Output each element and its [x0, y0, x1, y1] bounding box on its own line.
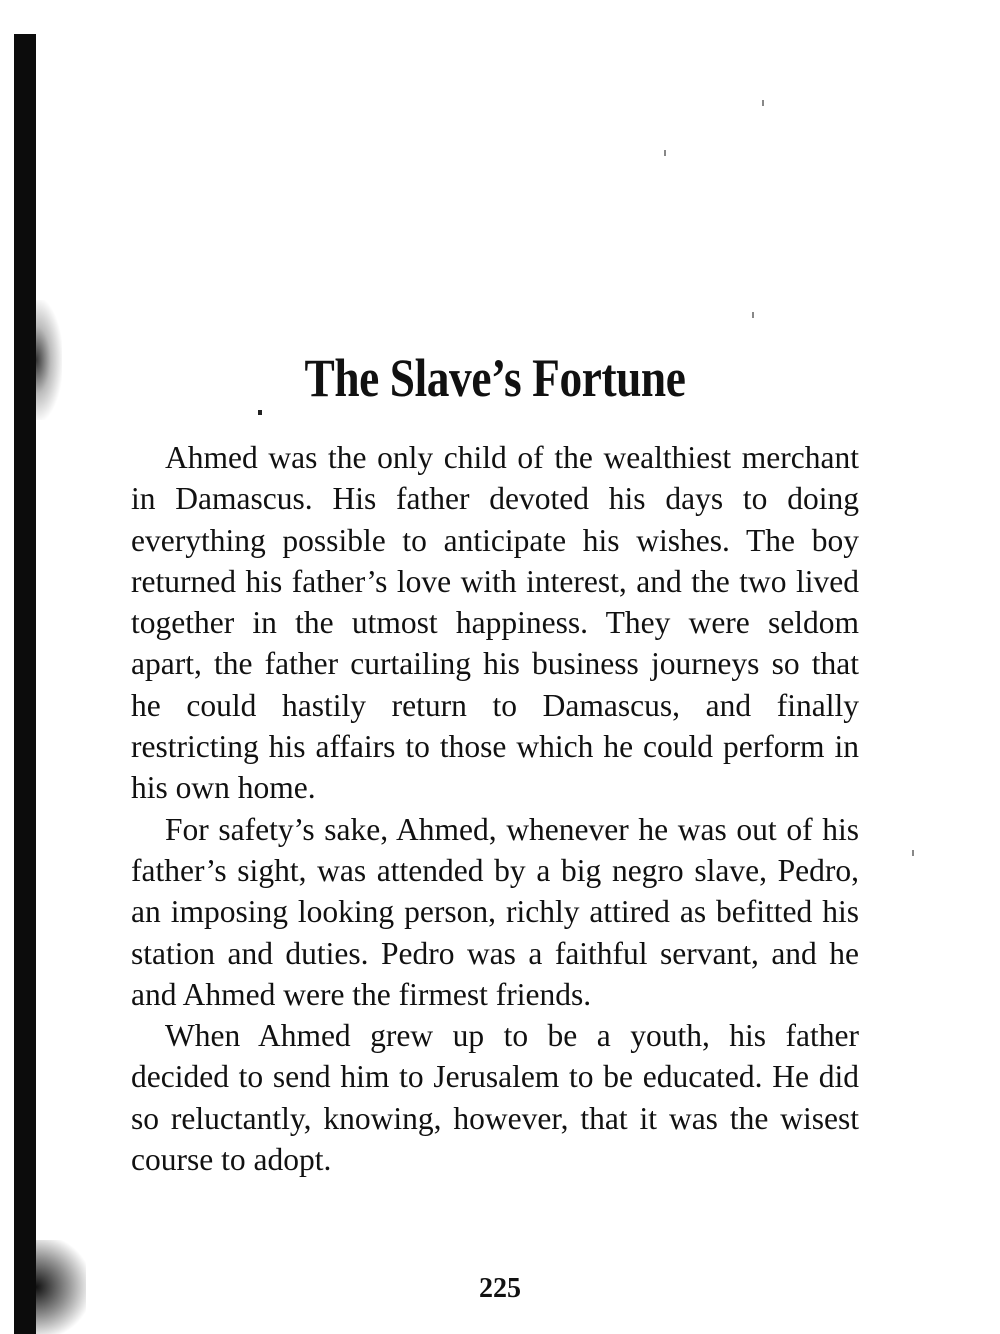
paragraph: When Ahmed grew up to be a youth, his father decided to send him to Jerusalem to be educated. He did so reluctantly, knowing, however, that it was the wisest course to adopt.: [131, 1018, 859, 1178]
scan-speck: [912, 850, 914, 856]
binding-shadow-bottom: [36, 1240, 86, 1334]
body-text: [131, 437, 859, 1180]
chapter-title: The Slave’s Fortune: [304, 348, 686, 408]
scan-speck: [664, 150, 666, 156]
paragraph: Ahmed was the only child of the wealthiest merchant in Damascus. His father devoted his days to doing everything possible to anticipate his wishes. The boy returned his father’s love with interest, and the two lived together in the utmost happiness. They were seldom apart, the father curtailing his business journeys so that he could hastily return to Damascus, and finally restricting his affairs to those which he could perform in his own home.: [131, 440, 859, 806]
binding-edge: [14, 34, 36, 1334]
paragraph: For safety’s sake, Ahmed, whenever he was out of his father’s sight, was attended by a big negro slave, Pedro, an imposing looking person, richly attired as befitted his station and duties. Pedro was a faithful servant, and he and Ahmed were the firmest friends.: [131, 811, 859, 1012]
scan-speck: [258, 410, 262, 415]
binding-shadow-top: [36, 300, 62, 420]
scan-speck: [752, 312, 754, 318]
page-number: 225: [479, 1273, 521, 1304]
scan-speck: [762, 100, 764, 106]
